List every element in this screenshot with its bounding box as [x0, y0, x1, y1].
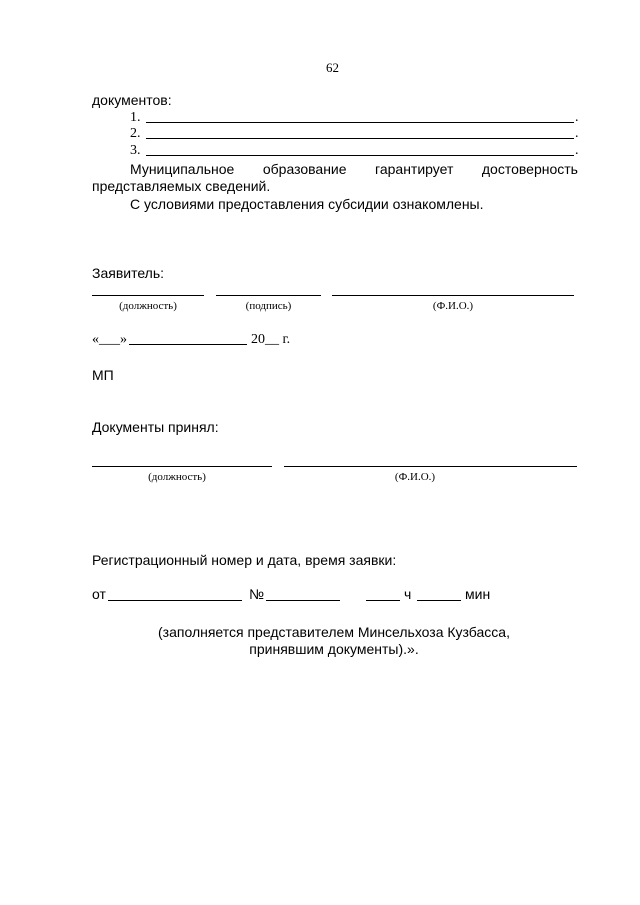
accepted-name-blank[interactable]: [284, 466, 577, 467]
applicant-position-caption: (должность): [119, 300, 177, 312]
applicant-signature-blank[interactable]: [216, 295, 321, 296]
applicant-label: Заявитель:: [92, 265, 165, 281]
list-item-3-blank[interactable]: [146, 155, 574, 156]
guarantee-line-1: [130, 161, 578, 177]
applicant-name-blank[interactable]: [332, 295, 574, 296]
registration-label: Регистрационный номер и дата, время заявки:: [92, 552, 397, 568]
page-number: 62: [326, 60, 339, 75]
list-item-2-number: 2.: [130, 126, 141, 141]
list-item-1-end: .: [575, 110, 579, 125]
intro-text: документов:: [92, 92, 172, 108]
registration-from: от: [92, 586, 106, 602]
list-item-3-number: 3.: [130, 143, 141, 158]
applicant-signature-caption: (подпись): [245, 300, 292, 312]
registration-hours-label: ч: [404, 586, 412, 602]
accepted-position-blank[interactable]: [92, 466, 272, 467]
guarantee-word-2: образование: [262, 161, 347, 177]
guarantee-word-1: Муниципальное: [130, 161, 235, 177]
accepted-label: Документы принял:: [92, 419, 219, 435]
date-year[interactable]: 20__ г.: [251, 332, 291, 347]
date-month-blank[interactable]: [129, 344, 247, 345]
acquainted-text: С условиями предоставления субсидии ознакомлены.: [130, 196, 484, 212]
date-day-blank[interactable]: «___»: [92, 332, 127, 347]
guarantee-line-2: представляемых сведений.: [92, 178, 271, 194]
list-item-1-blank[interactable]: [146, 122, 574, 123]
list-item-2-end: .: [575, 126, 579, 141]
registration-note: (заполняется представителем Минсельхоза Кузбасса, принявшим документы).».: [158, 624, 510, 657]
registration-hours-blank[interactable]: [366, 600, 400, 601]
stamp-label: МП: [92, 367, 114, 383]
registration-number-blank[interactable]: [266, 600, 340, 601]
applicant-name-caption: (Ф.И.О.): [432, 300, 474, 312]
accepted-position-caption: (должность): [148, 471, 206, 483]
list-item-1-number: 1.: [130, 110, 141, 125]
registration-date-blank[interactable]: [108, 600, 242, 601]
registration-minutes-blank[interactable]: [417, 600, 461, 601]
guarantee-word-4: достоверность: [481, 161, 578, 177]
accepted-name-caption: (Ф.И.О.): [394, 471, 436, 483]
registration-minutes-label: мин: [465, 586, 491, 602]
applicant-position-blank[interactable]: [92, 295, 204, 296]
registration-number-sign: №: [249, 586, 265, 602]
guarantee-word-3: гарантирует: [375, 161, 454, 177]
list-item-2-blank[interactable]: [146, 138, 574, 139]
list-item-3-end: .: [575, 143, 579, 158]
